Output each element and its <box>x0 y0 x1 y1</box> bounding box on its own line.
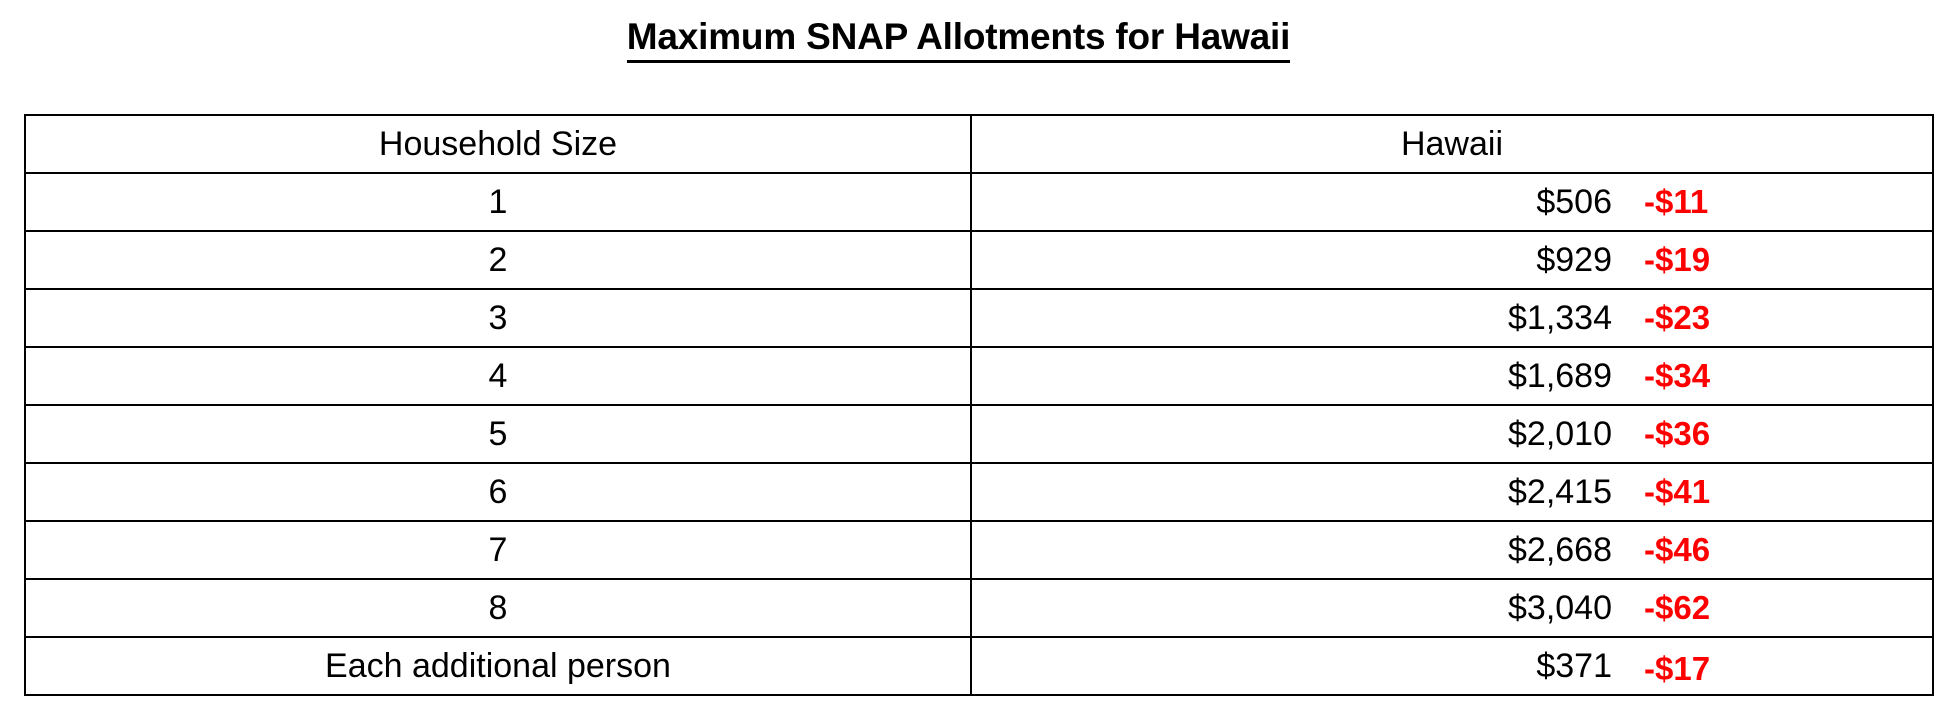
amount-value: $3,040 <box>1508 589 1612 627</box>
cell-hawaii-amount <box>971 637 1933 695</box>
cell-hawaii-amount <box>971 289 1933 347</box>
cell-household-size: 5 <box>25 405 971 463</box>
cell-hawaii-amount <box>971 173 1933 231</box>
table-row <box>25 231 1933 289</box>
page-title <box>0 16 1957 63</box>
cell-household-size: 2 <box>25 231 971 289</box>
cell-household-size: 6 <box>25 463 971 521</box>
table-row <box>25 521 1933 579</box>
amount-value: $506 <box>1536 183 1612 221</box>
table-row <box>25 637 1933 695</box>
change-value: -$46 <box>1644 531 1711 568</box>
table-row <box>25 289 1933 347</box>
cell-household-size: 1 <box>25 173 971 231</box>
cell-hawaii-amount <box>971 347 1933 405</box>
cell-household-size: 4 <box>25 347 971 405</box>
change-value: -$19 <box>1644 241 1711 278</box>
amount-value: $1,334 <box>1508 299 1612 337</box>
change-value: -$62 <box>1644 589 1711 626</box>
change-value: -$36 <box>1644 415 1711 452</box>
cell-hawaii-amount <box>971 405 1933 463</box>
cell-household-size: 8 <box>25 579 971 637</box>
amount-value: $2,415 <box>1508 473 1612 511</box>
amount-value: $371 <box>1536 647 1612 685</box>
cell-hawaii-amount <box>971 521 1933 579</box>
table-row <box>25 347 1933 405</box>
table-header-row <box>25 115 1933 173</box>
column-header-hawaii: Hawaii <box>971 115 1933 173</box>
table-row <box>25 463 1933 521</box>
change-value: -$23 <box>1644 299 1711 336</box>
cell-household-size: 3 <box>25 289 971 347</box>
cell-hawaii-amount <box>971 463 1933 521</box>
amount-value: $929 <box>1536 241 1612 279</box>
cell-household-size: 7 <box>25 521 971 579</box>
page-title-text: Maximum SNAP Allotments for Hawaii <box>627 16 1290 63</box>
change-value: -$34 <box>1644 357 1711 394</box>
change-value: -$17 <box>1644 650 1711 687</box>
amount-value: $1,689 <box>1508 357 1612 395</box>
column-header-household-size: Household Size <box>25 115 971 173</box>
amount-value: $2,668 <box>1508 531 1612 569</box>
cell-hawaii-amount <box>971 231 1933 289</box>
table-row <box>25 579 1933 637</box>
cell-hawaii-amount <box>971 579 1933 637</box>
amount-value: $2,010 <box>1508 415 1612 453</box>
change-value: -$41 <box>1644 473 1711 510</box>
change-value: -$11 <box>1644 183 1709 220</box>
table-row <box>25 173 1933 231</box>
table-row <box>25 405 1933 463</box>
snap-allotments-table <box>24 114 1934 696</box>
cell-household-size: Each additional person <box>25 637 971 695</box>
